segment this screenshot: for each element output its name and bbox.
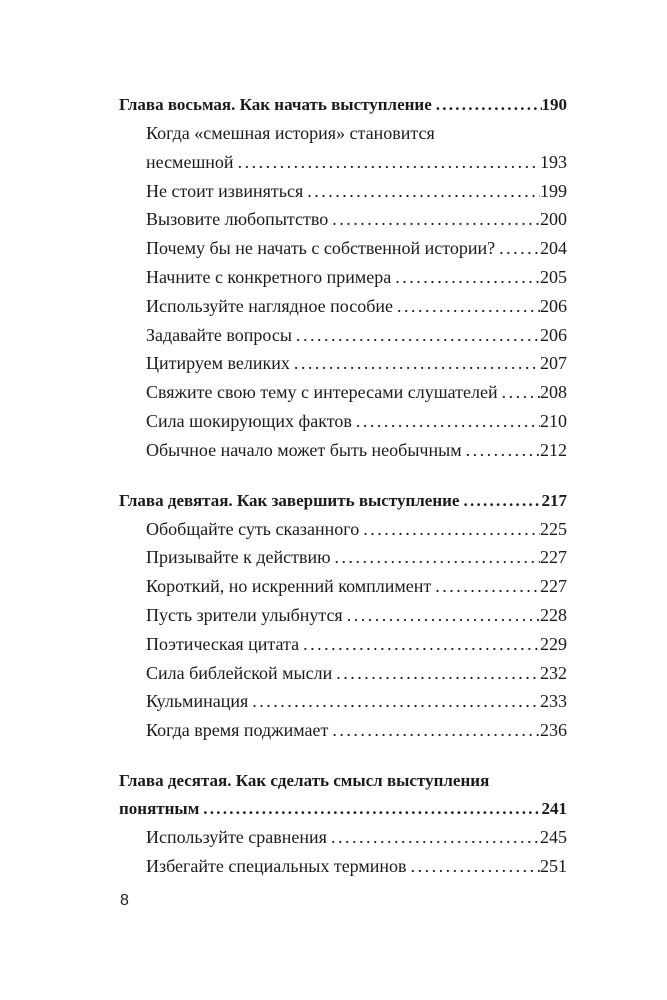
entry-title: Почему бы не начать с собственной истории? [146,238,496,259]
entry-title: Призывайте к действию [146,547,331,568]
entry-title: Избегайте специальных терминов [146,855,407,876]
toc-entry [119,292,567,321]
entry-title: Вызовите любопытство [146,209,329,230]
chapter-title: Глава восьмая. Как начать выступление [119,95,432,114]
entry-page: 227 [540,547,567,568]
leader-dots [343,601,540,630]
entry-page: 232 [540,662,567,683]
entry-page: 229 [540,633,567,654]
entry-title: Цитируем великих [146,353,290,374]
leader-dots [328,205,540,234]
leader-dots [290,349,540,378]
entry-title: несмешной [146,151,234,172]
entry-title: Пусть зрители улыбнутся [146,604,343,625]
toc-entry [119,407,567,436]
leader-dots [303,177,540,206]
chapter-8 [119,91,567,465]
chapter-10 [119,767,567,881]
entry-page: 199 [540,180,567,201]
leader-dots [359,515,540,544]
entry-title: Используйте сравнения [146,826,327,847]
toc-entry [119,515,567,544]
entry-page: 245 [540,826,567,847]
entry-title: Короткий, но искренний комплимент [146,576,432,597]
toc-entry [119,572,567,601]
entry-title: Сила шокирующих фактов [146,410,352,431]
leader-dots [393,292,540,321]
leader-dots [327,823,540,852]
entry-page: 208 [540,382,567,403]
entry-title: Сила библейской мысли [146,662,333,683]
leader-dots [391,263,540,292]
toc-entry [119,321,567,350]
leader-dots [407,852,540,881]
toc-entry [119,630,567,659]
entry-page: 206 [540,295,567,316]
toc-entry [119,543,567,572]
toc-entry [119,263,567,292]
leader-dots [292,321,540,350]
entry-page: 207 [540,353,567,374]
entry-page: 193 [540,151,567,172]
entry-title: Задавайте вопросы [146,324,292,345]
leader-dots [331,543,540,572]
entry-title: Обычное начало может быть необычным [146,439,462,460]
chapter-page: 241 [541,798,567,818]
entry-page: 204 [540,238,567,259]
entry-page: 210 [540,410,567,431]
entry-title-line1: Когда «смешная история» становится [146,123,435,143]
chapter-heading [119,767,567,823]
toc-entry [119,349,567,378]
leader-dots [234,148,540,177]
leader-dots [431,572,540,601]
chapter-heading [119,91,567,119]
toc-entry [119,687,567,716]
chapter-page: 217 [541,490,567,510]
toc-entry [119,378,567,407]
entry-page: 200 [540,209,567,230]
leader-dots [199,795,541,823]
entry-page: 228 [540,604,567,625]
entry-title: Обобщайте суть сказанного [146,518,360,539]
chapter-title-line1: Глава десятая. Как сделать смысл выступления [119,770,490,790]
leader-dots [328,716,540,745]
leader-dots [299,630,540,659]
entry-page: 227 [540,576,567,597]
toc-entry [119,234,567,263]
chapter-9 [119,487,567,745]
toc-entry [119,823,567,852]
chapter-heading [119,487,567,515]
entry-title: Начните с конкретного примера [146,266,392,287]
toc-entry [119,716,567,745]
entry-page: 236 [540,720,567,741]
leader-dots [432,91,542,119]
entry-page: 233 [540,691,567,712]
leader-dots [459,487,541,515]
chapter-title: Глава девятая. Как завершить выступление [119,490,460,510]
leader-dots [495,234,540,263]
chapter-page: 190 [541,95,567,114]
entry-page: 225 [540,518,567,539]
leader-dots [332,659,540,688]
entry-title: Не стоит извиняться [146,180,304,201]
toc-entry [119,205,567,234]
entry-title: Поэтическая цитата [146,633,300,654]
leader-dots [498,378,540,407]
leader-dots [462,436,540,465]
toc-entry [119,601,567,630]
chapter-title: понятным [119,798,200,818]
entry-page: 206 [540,324,567,345]
toc-entry [119,852,567,881]
entry-title: Кульминация [146,691,249,712]
entry-title: Используйте наглядное пособие [146,295,393,316]
toc-entry [119,177,567,206]
toc-entry [119,119,567,177]
toc-entry [119,436,567,465]
toc-entry [119,659,567,688]
table-of-contents [119,91,567,903]
entry-page: 212 [540,439,567,460]
entry-page: 205 [540,266,567,287]
entry-title: Свяжите свою тему с интересами слушателей [146,382,498,403]
leader-dots [248,687,540,716]
page-number: 8 [120,892,129,909]
leader-dots [352,407,540,436]
entry-page: 251 [540,855,567,876]
entry-title: Когда время поджимает [146,720,329,741]
